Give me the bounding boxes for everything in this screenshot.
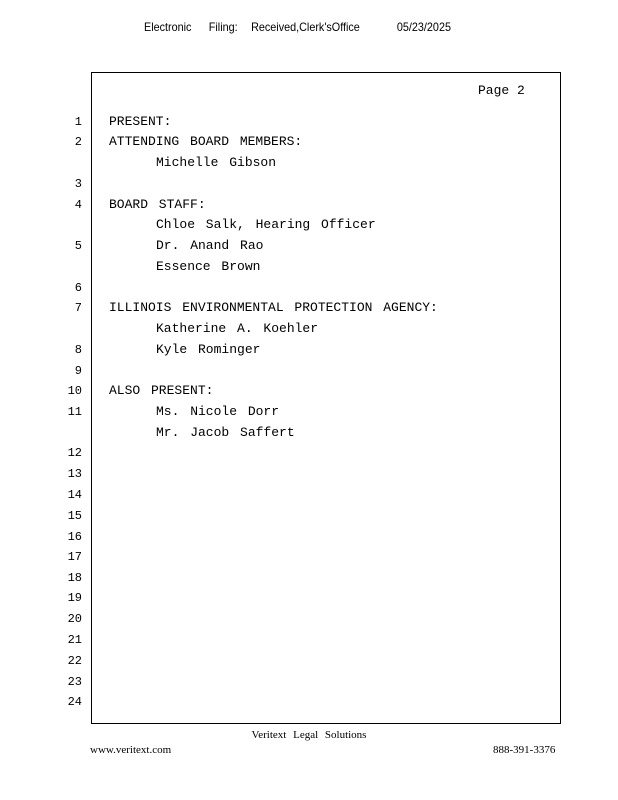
line-number: 15 (67, 509, 82, 523)
line-number: 2 (74, 135, 82, 149)
present-heading: PRESENT: (109, 114, 172, 129)
line-number: 3 (74, 177, 82, 191)
line-number: 19 (67, 591, 82, 605)
footer-company: Veritext Legal Solutions (251, 729, 367, 741)
iepa-attendee-name: Katherine A. Koehler (156, 321, 319, 336)
line-number: 11 (67, 405, 82, 419)
line-number: 23 (67, 675, 82, 689)
line-number: 6 (74, 281, 82, 295)
line-number: 14 (67, 488, 82, 502)
line-number: 22 (67, 654, 82, 668)
also-present-name: Ms. Nicole Dorr (156, 404, 280, 419)
staff-name: Essence Brown (156, 259, 261, 274)
line-number: 7 (74, 301, 82, 315)
header-date: 05/23/2025 (396, 20, 451, 34)
line-number: 8 (74, 343, 82, 357)
line-number: 13 (67, 467, 82, 481)
iepa-heading: ILLINOIS ENVIRONMENTAL PROTECTION AGENCY: (109, 300, 438, 315)
line-number: 10 (67, 384, 82, 398)
line-number: 20 (67, 612, 82, 626)
header-electronic: Electronic (144, 20, 192, 34)
line-number: 21 (67, 633, 82, 647)
line-number: 12 (67, 446, 82, 460)
line-number: 4 (74, 198, 82, 212)
staff-name: Chloe Salk, Hearing Officer (156, 217, 376, 232)
board-member-name: Michelle Gibson (156, 155, 277, 170)
board-staff-heading: BOARD STAFF: (109, 197, 206, 212)
attending-board-members-heading: ATTENDING BOARD MEMBERS: (109, 134, 303, 149)
footer-phone: 888-391-3376 (493, 744, 556, 756)
staff-name: Dr. Anand Rao (156, 238, 264, 253)
line-number: 18 (67, 571, 82, 585)
line-number: 17 (67, 550, 82, 564)
header-filing: Filing: (208, 20, 238, 34)
line-number: 9 (74, 364, 82, 378)
header-received: Received,Clerk'sOffice (251, 20, 360, 34)
line-number: 16 (67, 530, 82, 544)
iepa-attendee-name: Kyle Rominger (156, 342, 261, 357)
footer-website: www.veritext.com (90, 744, 172, 756)
line-number: 24 (67, 695, 82, 709)
also-present-name: Mr. Jacob Saffert (156, 425, 295, 440)
page-number: Page 2 (478, 83, 525, 98)
also-present-heading: ALSO PRESENT: (109, 383, 214, 398)
filing-header (0, 20, 556, 36)
line-number: 5 (74, 239, 82, 253)
line-number: 1 (74, 115, 82, 129)
